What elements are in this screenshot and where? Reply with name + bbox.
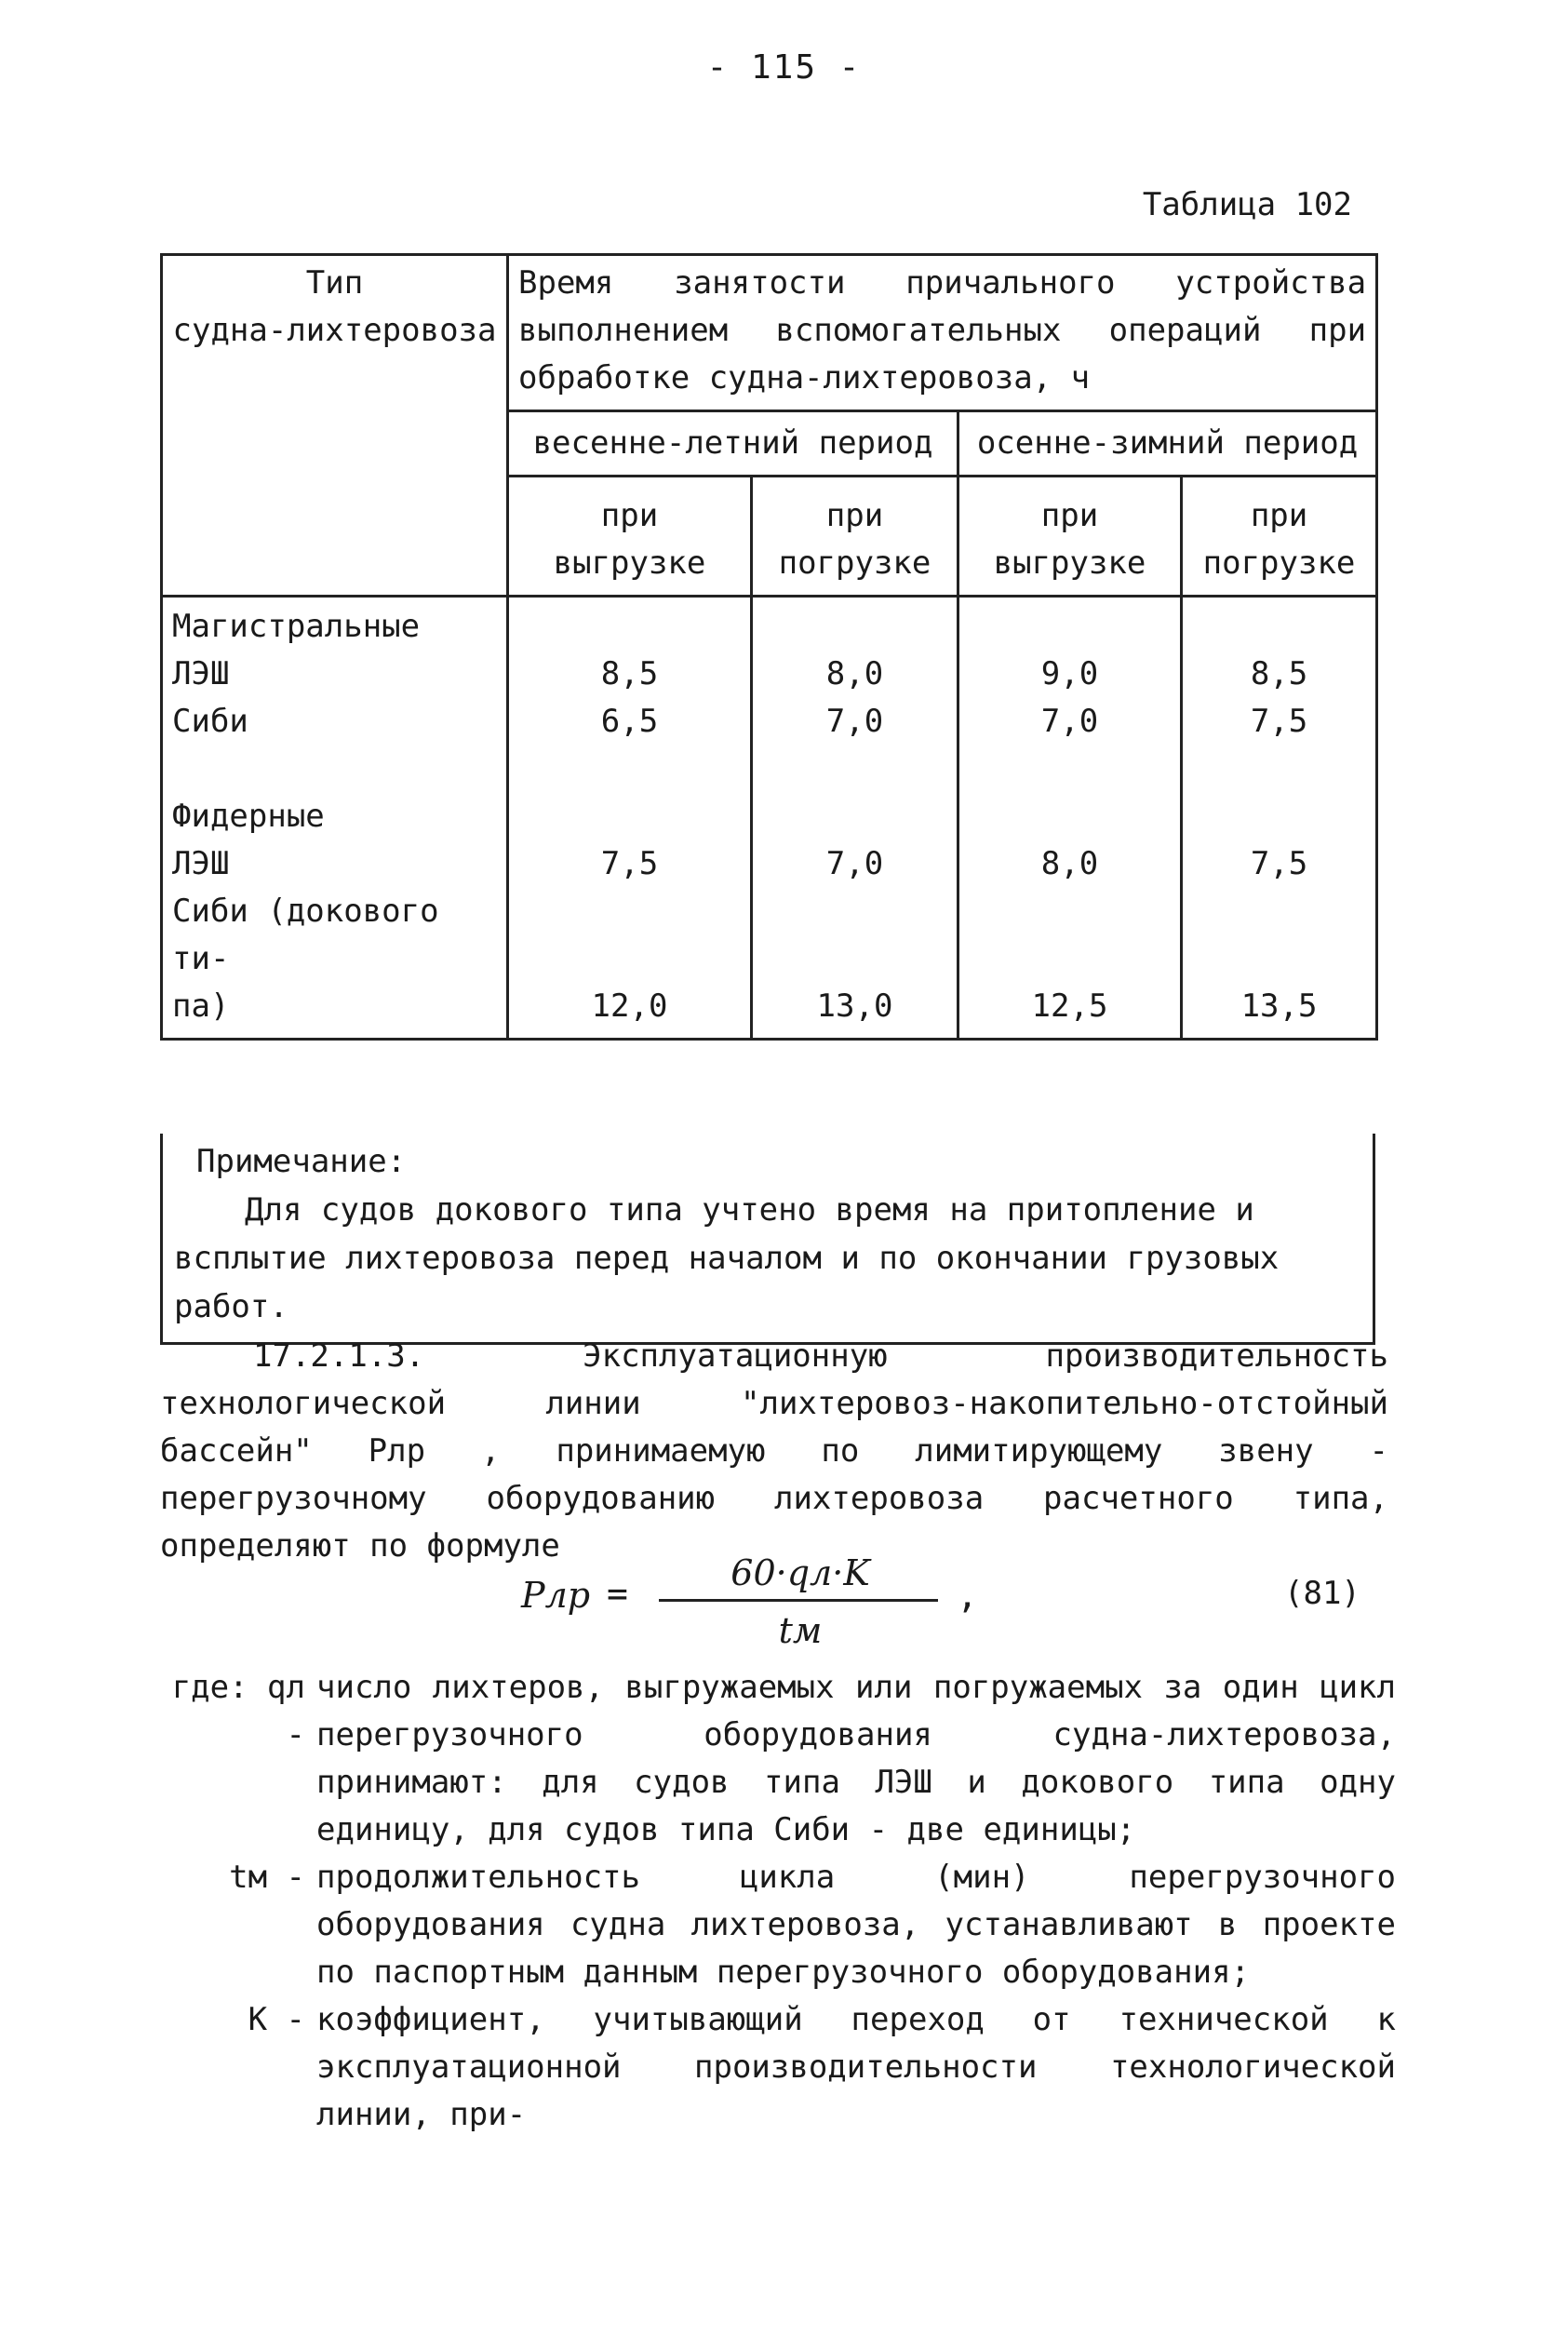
formula-lhs: Pлр (521, 1575, 591, 1616)
formula-denominator: tм (778, 1610, 823, 1651)
cell-autumn-load: 8,5 (1182, 651, 1377, 698)
fraction-bar (659, 1599, 938, 1602)
cell-autumn-load: 7,5 (1182, 840, 1377, 888)
cell-autumn-load: 13,5 (1182, 888, 1377, 1040)
paragraph-text: 17.2.1.3. Эксплуатационную производительность технологической линии "лихтеровоз-накопительно-отстойный бассейн" Pлр , принимаемую по лимитирующему звену - перегрузочному оборудованию лихтеровоза расчетного типа, определяют по формуле (160, 1337, 1388, 1565)
definition-item (149, 1996, 1396, 2139)
page-number: - 115 - (706, 48, 862, 87)
cell-spring-load: 7,0 (752, 698, 958, 745)
row-type: ЛЭШ (162, 651, 508, 698)
row-type: ЛЭШ (162, 840, 508, 888)
cell-autumn-unload: 9,0 (958, 651, 1182, 698)
cell-autumn-unload: 7,0 (958, 698, 1182, 745)
group-name: Фидерные (162, 793, 508, 840)
note-text: Для судов докового типа учтено время на притопление и всплытие лихтеровоза перед началом и по окончании грузовых работ. (174, 1191, 1280, 1325)
table-row (162, 698, 1377, 745)
cell-autumn-load: 7,5 (1182, 698, 1377, 745)
body-paragraph (160, 1333, 1388, 1570)
definition-text: продолжительность цикла (мин) перегрузочного оборудования судна лихтеровоза, устанавливают в проекте по паспортным данным перегрузочного оборудования; (316, 1859, 1396, 1991)
data-table (160, 253, 1378, 1041)
formula-equals: = (607, 1573, 628, 1614)
header-autumn-unload: при выгрузке (958, 477, 1182, 597)
group-name: Магистральные (162, 597, 508, 651)
header-type-text: Тип судна-лихтеровоза (172, 264, 497, 349)
table-row (162, 888, 1377, 1040)
cell-spring-unload: 6,5 (508, 698, 752, 745)
cell-spring-load: 7,0 (752, 840, 958, 888)
header-spring-unload: при выгрузке (508, 477, 752, 597)
header-autumn-load: при погрузке (1182, 477, 1377, 597)
header-time-text: Время занятости причального устройства выполнением вспомогательных операций при обработке судна-лихтеровоза, ч (518, 264, 1367, 396)
header-spring-load: при погрузке (752, 477, 958, 597)
formula-81 (521, 1552, 1359, 1673)
cell-autumn-unload: 12,5 (958, 888, 1182, 1040)
definition-symbol: K - (248, 2001, 305, 2038)
cell-spring-load: 13,0 (752, 888, 958, 1040)
header-autumn-winter: осенне-зимний период (958, 411, 1377, 477)
header-time (508, 255, 1377, 411)
table-caption: Таблица 102 (1142, 186, 1352, 223)
table-row (162, 651, 1377, 698)
header-type (162, 255, 508, 597)
definition-item (149, 1854, 1396, 1996)
definition-text: коэффициент, учитывающий переход от технической к эксплуатационной производительности технологической линии, при- (316, 2001, 1396, 2133)
formula-number: (81) (1284, 1575, 1360, 1612)
cell-spring-load: 8,0 (752, 651, 958, 698)
group-row (162, 793, 1377, 840)
definitions (149, 1664, 1396, 2139)
cell-spring-unload: 8,5 (508, 651, 752, 698)
cell-autumn-unload: 8,0 (958, 840, 1182, 888)
note-title: Примечание: (196, 1143, 407, 1180)
table-note (160, 1134, 1375, 1345)
table-row (162, 840, 1377, 888)
formula-comma: , (957, 1575, 978, 1616)
definition-symbol: где: qл - (171, 1669, 305, 1753)
definition-item (149, 1664, 1396, 1854)
header-spring-summer: весенне-летний период (508, 411, 958, 477)
formula-numerator: 60·qл·K (730, 1552, 870, 1593)
definition-symbol: tм - (229, 1859, 305, 1896)
cell-spring-unload: 7,5 (508, 840, 752, 888)
definition-text: число лихтеров, выгружаемых или погружаемых за один цикл перегрузочного оборудования судна-лихтеровоза, принимают: для судов типа ЛЭШ и докового типа одну единицу, для судов типа Сиби - две единицы; (316, 1669, 1396, 1848)
row-type: Сиби (докового ти- па) (162, 888, 508, 1040)
group-row (162, 597, 1377, 651)
row-type: Сиби (162, 698, 508, 745)
cell-spring-unload: 12,0 (508, 888, 752, 1040)
